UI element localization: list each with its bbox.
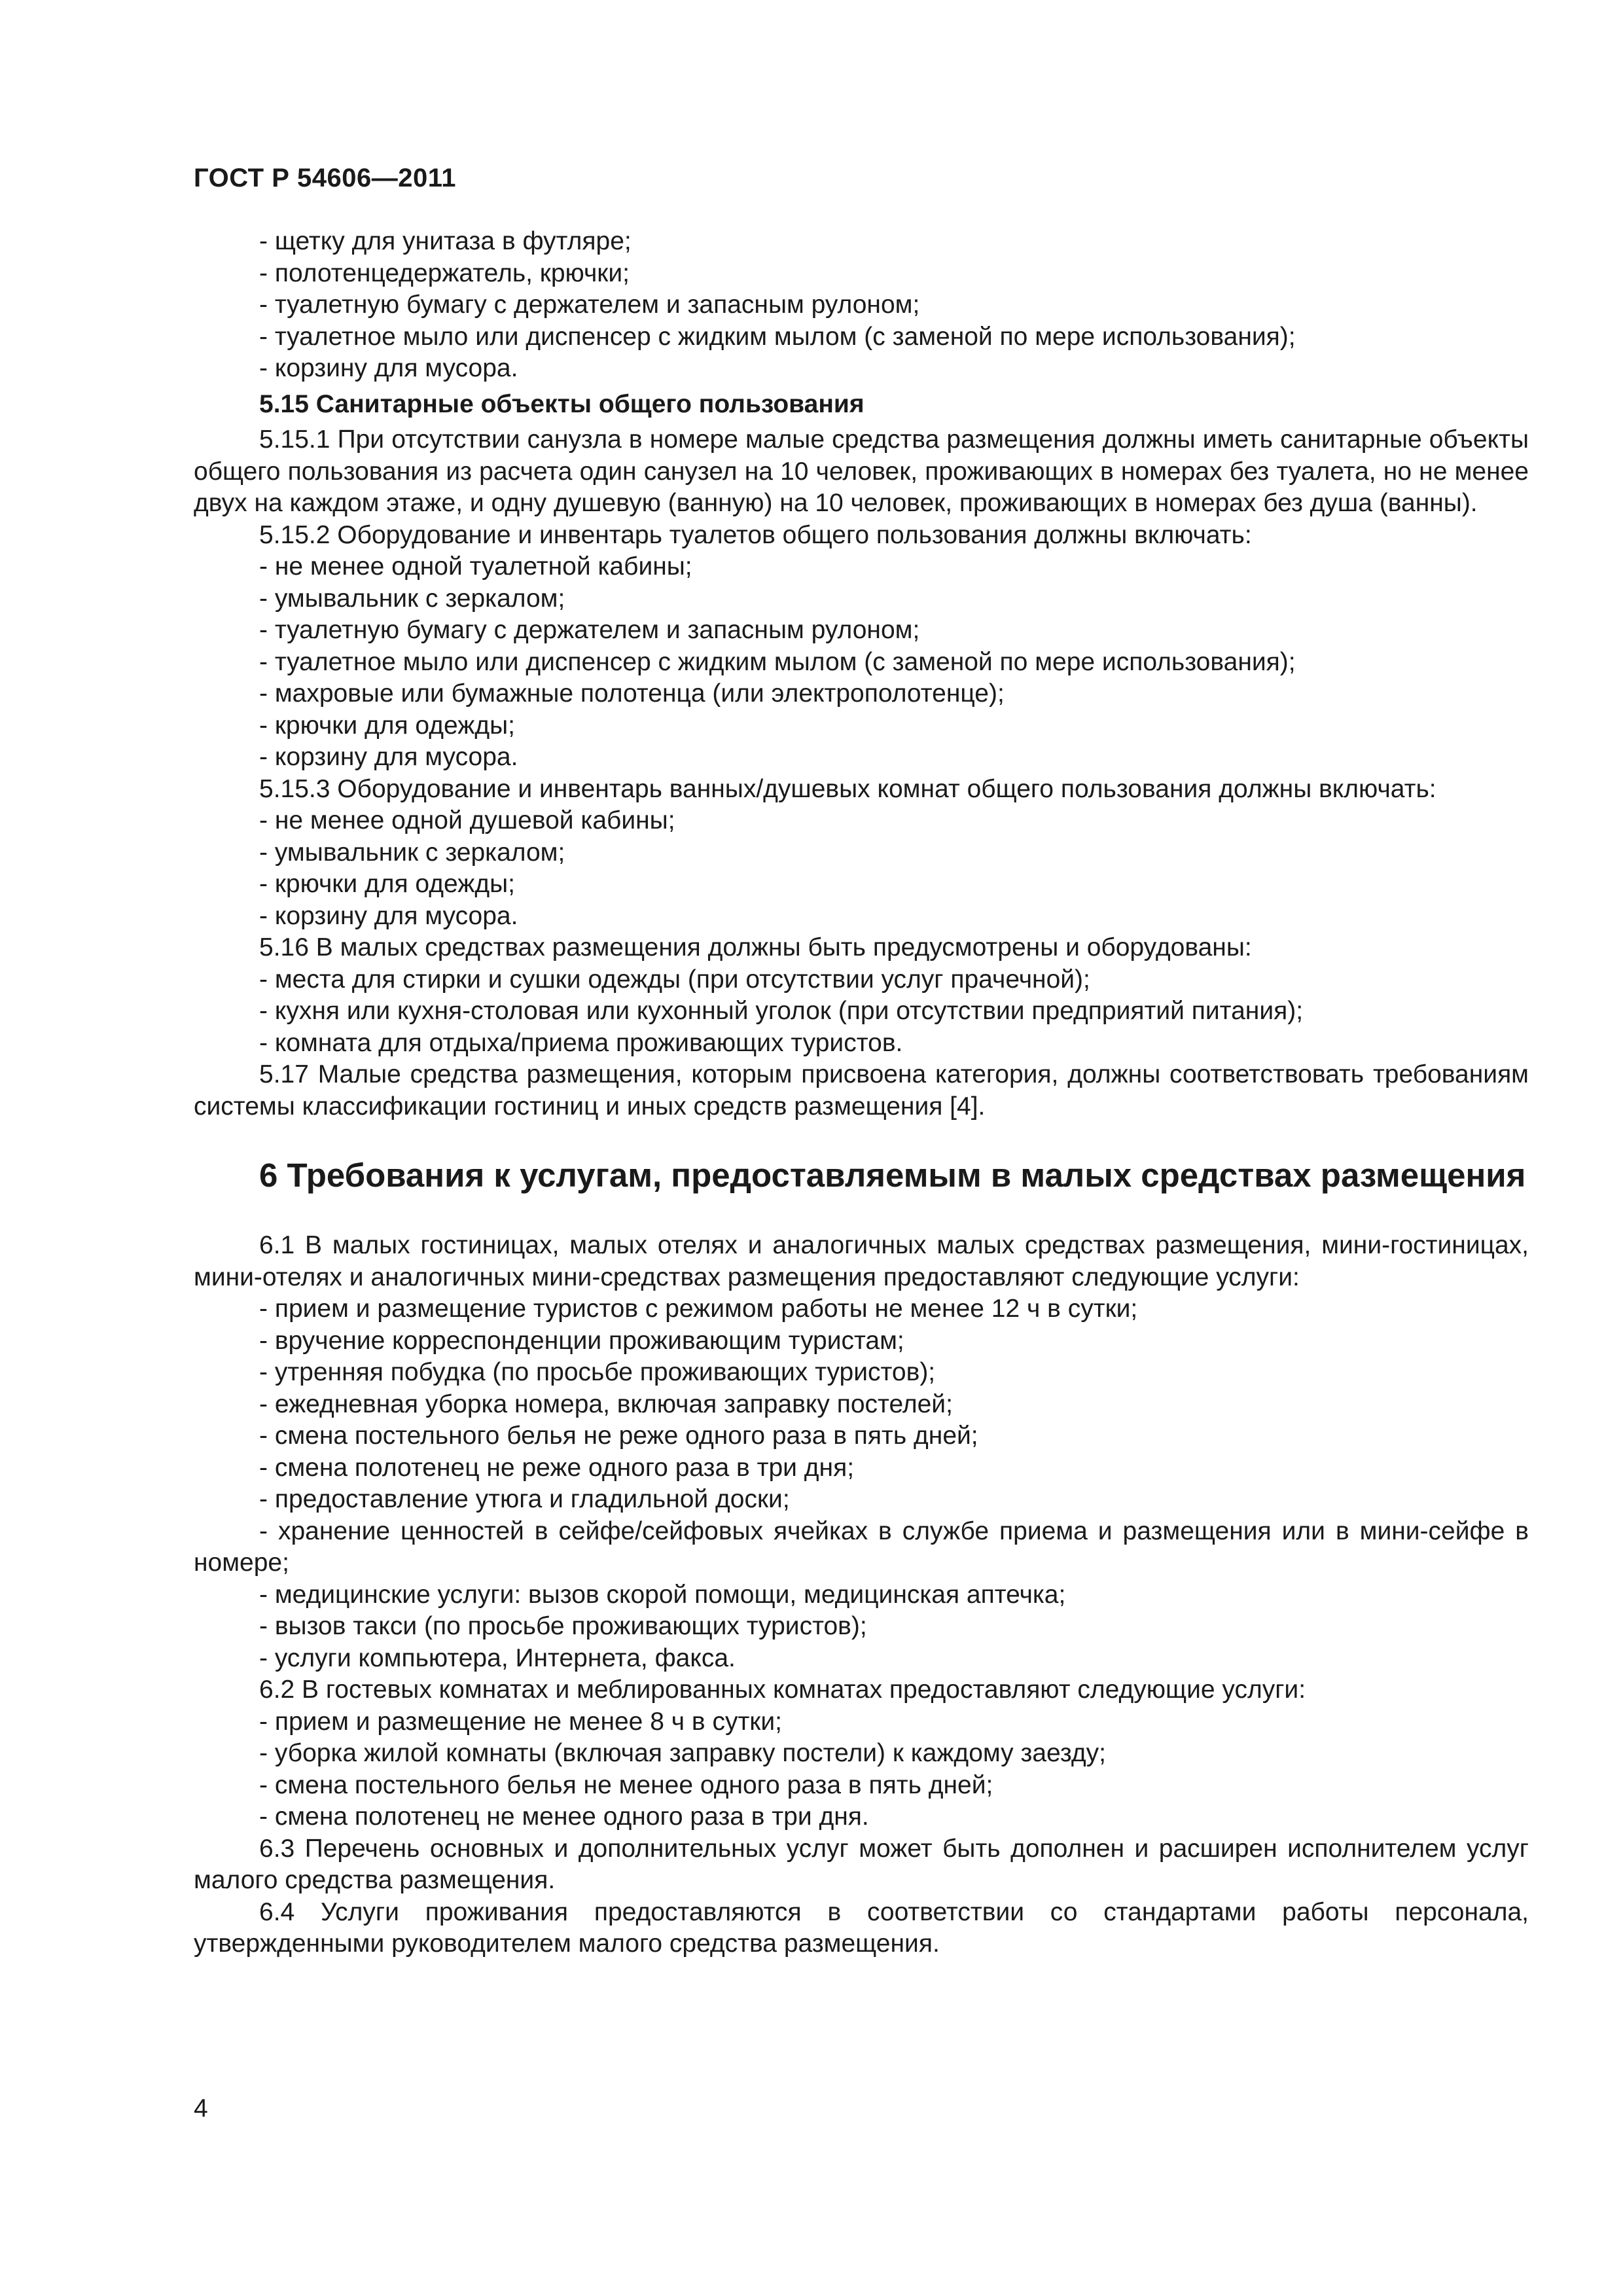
list-item: - туалетное мыло или диспенсер с жидким мылом (с заменой по мере использования); <box>259 322 1296 351</box>
paragraph: 5.17 Малые средства размещения, которым присвоена категория, должны соответствовать требованиям системы классификации гостиниц и иных средств размещения [4]. <box>194 1060 1529 1121</box>
list-item: - умывальник с зеркалом; <box>259 584 565 613</box>
paragraph: 5.15.1 При отсутствии санузла в номере малые средства размещения должны иметь санитарные объекты общего пользования из расчета один санузел на 10 человек, проживающих в номерах без туалета, но не менее двух на каждом этаже, и одну душевую (ванную) на 10 человек, проживающих в номерах без душа (ванны). <box>194 425 1529 517</box>
list-item: - предоставление утюга и гладильной доски; <box>259 1485 790 1513</box>
list-item: - места для стирки и сушки одежды (при отсутствии услуг прачечной); <box>259 965 1090 994</box>
paragraph: 6.4 Услуги проживания предоставляются в соответствии со стандартами работы персонала, утвержденными руководителем малого средства размещения. <box>194 1897 1529 1958</box>
paragraph: 6.3 Перечень основных и дополнительных услуг может быть дополнен и расширен исполнителем услуг малого средства размещения. <box>194 1834 1529 1894</box>
list-item: - услуги компьютера, Интернета, факса. <box>259 1643 736 1672</box>
document-header: ГОСТ Р 54606—2011 <box>194 164 456 192</box>
subsection-heading: 5.15 Санитарные объекты общего пользования <box>259 389 865 418</box>
list-item: - утренняя побудка (по просьбе проживающих туристов); <box>259 1358 936 1386</box>
list-item: - смена постельного белья не менее одного раза в пять дней; <box>259 1770 993 1799</box>
list-item: - смена полотенец не менее одного раза в три дня. <box>259 1803 869 1831</box>
list-item: - умывальник с зеркалом; <box>259 838 565 867</box>
list-item: - туалетное мыло или диспенсер с жидким мылом (с заменой по мере использования); <box>259 647 1296 676</box>
list-item: - полотенцедержатель, крючки; <box>259 259 630 287</box>
list-item: - туалетную бумагу с держателем и запасным рулоном; <box>259 291 920 319</box>
list-item: - крючки для одежды; <box>259 870 515 898</box>
list-item: - прием и размещение не менее 8 ч в сутки; <box>259 1707 782 1736</box>
list-item: - туалетную бумагу с держателем и запасным рулоном; <box>259 616 920 644</box>
list-item: - вызов такси (по просьбе проживающих туристов); <box>259 1612 867 1640</box>
page-number: 4 <box>194 2094 208 2123</box>
paragraph: 5.15.2 Оборудование и инвентарь туалетов общего пользования должны включать: <box>259 520 1252 549</box>
list-item: - щетку для унитаза в футляре; <box>259 227 632 255</box>
list-item: - комната для отдыха/приема проживающих туристов. <box>259 1028 903 1057</box>
list-item: - не менее одной душевой кабины; <box>259 806 675 834</box>
document-body <box>194 226 1529 1960</box>
list-item: - смена постельного белья не реже одного раза в пять дней; <box>259 1422 978 1450</box>
list-item: - ежедневная уборка номера, включая заправку постелей; <box>259 1390 953 1418</box>
list-item: - махровые или бумажные полотенца (или электрополотенце); <box>259 679 1005 708</box>
list-item: - корзину для мусора. <box>259 901 518 930</box>
paragraph: 6.2 В гостевых комнатах и меблированных комнатах предоставляют следующие услуги: <box>259 1676 1306 1704</box>
list-item: - кухня или кухня-столовая или кухонный уголок (при отсутствии предприятий питания); <box>259 997 1304 1025</box>
paragraph: 6.1 В малых гостиницах, малых отелях и аналогичных малых средствах размещения, мини-гостиницах, мини-отелях и аналогичных мини-средствах размещения предоставляют следующие услуги: <box>194 1231 1529 1291</box>
list-item: - корзину для мусора. <box>259 743 518 771</box>
list-item: - прием и размещение туристов с режимом работы не менее 12 ч в сутки; <box>259 1295 1138 1323</box>
paragraph: 5.15.3 Оборудование и инвентарь ванных/душевых комнат общего пользования должны включать: <box>259 774 1436 803</box>
section-heading: 6 Требования к услугам, предоставляемым в малых средствах размещения <box>259 1157 1526 1194</box>
list-item: - крючки для одежды; <box>259 711 515 740</box>
list-item: - уборка жилой комнаты (включая заправку постели) к каждому заезду; <box>259 1739 1106 1767</box>
list-item: - корзину для мусора. <box>259 354 518 382</box>
paragraph: - хранение ценностей в сейфе/сейфовых ячейках в службе приема и размещения или в мини-сейфе в номере; <box>194 1516 1529 1577</box>
list-item: - смена полотенец не реже одного раза в три дня; <box>259 1453 855 1482</box>
paragraph: 5.16 В малых средствах размещения должны быть предусмотрены и оборудованы: <box>259 933 1252 961</box>
list-item: - не менее одной туалетной кабины; <box>259 552 692 581</box>
list-item: - медицинские услуги: вызов скорой помощи, медицинская аптечка; <box>259 1580 1066 1609</box>
list-item: - вручение корреспонденции проживающим туристам; <box>259 1326 904 1355</box>
